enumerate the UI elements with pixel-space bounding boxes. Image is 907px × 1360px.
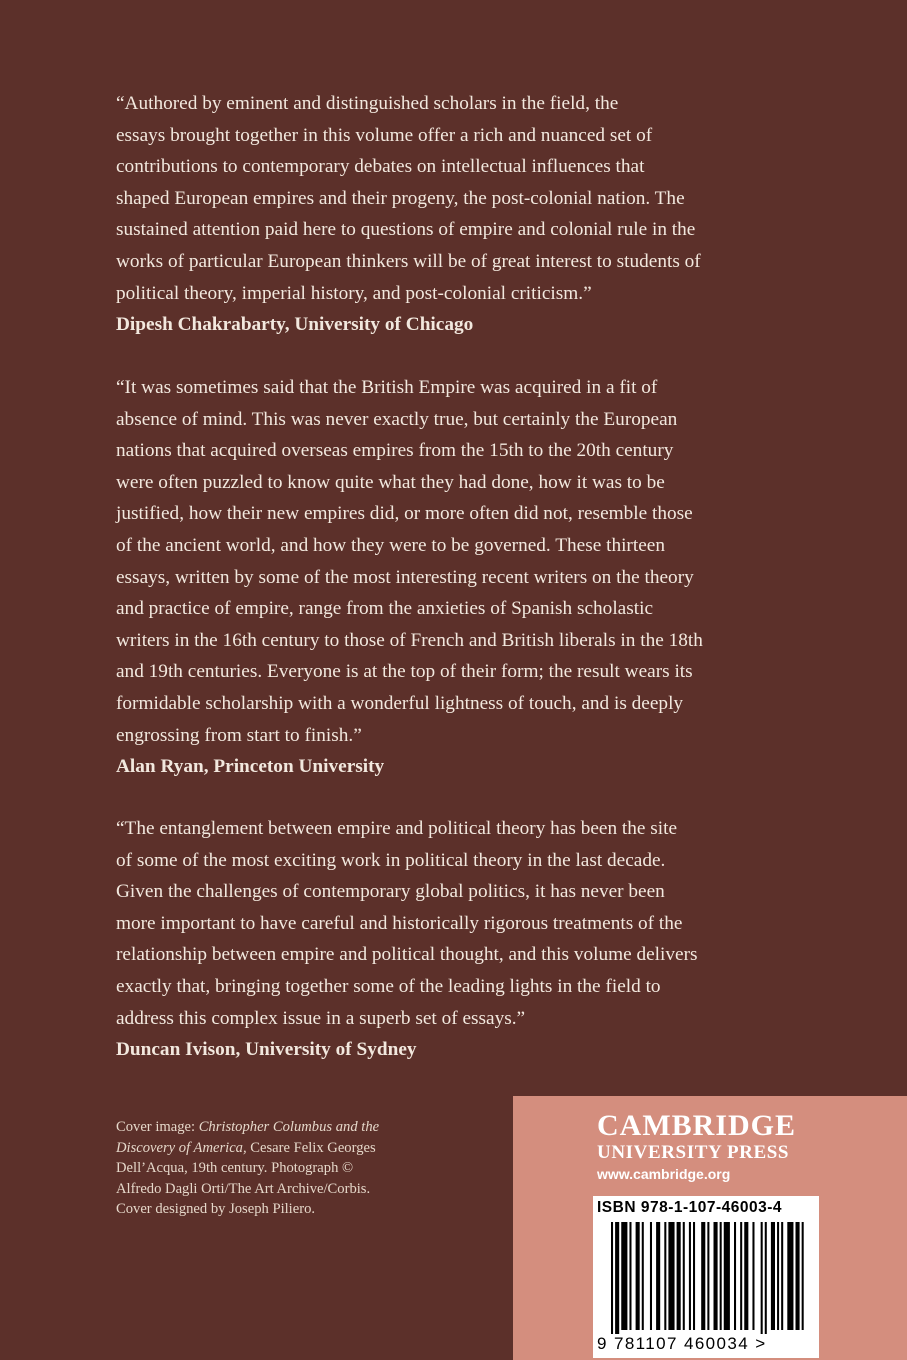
quote-line: nations that acquired overseas empires from the 15th to the 20th century: [116, 440, 674, 462]
publisher-subtitle: UNIVERSITY PRESS: [597, 1142, 790, 1163]
quote-line: shaped European empires and their progeny, the post-colonial nation. The: [116, 187, 685, 209]
quote-line: essays brought together in this volume offer a rich and nuanced set of: [116, 124, 653, 146]
barcode-bar: [656, 1222, 660, 1330]
barcode-bar: [740, 1222, 742, 1330]
barcode-bar: [714, 1222, 718, 1330]
quote-line: relationship between empire and political thought, and this volume delivers: [116, 944, 698, 966]
barcode-bar: [683, 1222, 685, 1330]
publisher-name: CAMBRIDGE: [597, 1109, 797, 1142]
barcode-bar: [701, 1222, 705, 1330]
barcode-bar: [765, 1222, 767, 1334]
quote-line: essays, written by some of the most interesting recent writers on the theory: [116, 566, 694, 588]
cover-credits: [116, 1117, 446, 1220]
quote-attribution: Alan Ryan, Princeton University: [116, 756, 385, 778]
credits-prefix: Cover image:: [116, 1119, 199, 1135]
quote-line: and practice of empire, range from the anxieties of Spanish scholastic: [116, 598, 654, 620]
quote-line: address this complex issue in a superb set of essays.”: [116, 1007, 526, 1029]
barcode-bar: [796, 1222, 800, 1330]
publisher-panel: [513, 1096, 907, 1360]
credits-designer: Cover designed by Joseph Piliero.: [116, 1201, 316, 1218]
quote-line: Given the challenges of contemporary global politics, it has never been: [116, 881, 665, 903]
quote-line: “It was sometimes said that the British Empire was acquired in a fit of: [116, 377, 658, 398]
barcode-bar: [752, 1222, 754, 1330]
barcode-bar: [707, 1222, 709, 1330]
quote-line: more important to have careful and historically rigorous treatments of the: [116, 912, 683, 934]
quote-line: works of particular European thinkers will be of great interest to students of: [116, 250, 701, 272]
quote-line: of the ancient world, and how they were to be governed. These thirteen: [116, 534, 665, 556]
barcode-bar: [771, 1222, 775, 1330]
quote-attribution: Dipesh Chakrabarty, University of Chicago: [116, 314, 474, 336]
quote-line: writers in the 16th century to those of French and British liberals in the 18th: [116, 629, 703, 651]
credits-title-part1: Christopher Columbus and the: [198, 1119, 380, 1135]
barcode: [593, 1196, 819, 1358]
barcode-bar: [615, 1222, 619, 1334]
credits-line: Alfredo Dagli Orti/The Art Archive/Corbis.: [116, 1180, 371, 1197]
barcode-bar: [777, 1222, 779, 1330]
barcode-bar: [689, 1222, 691, 1330]
barcode-bar: [611, 1222, 613, 1334]
quote-ivison: [116, 813, 836, 1066]
barcode-digits: 9 781107 460034 >: [597, 1334, 767, 1353]
quote-line: formidable scholarship with a wonderful lightness of touch, and is deeply: [116, 692, 684, 714]
barcode-bar: [677, 1222, 681, 1330]
barcode-bar: [724, 1222, 730, 1330]
barcode-bar: [636, 1222, 640, 1330]
barcode-bar: [642, 1222, 644, 1330]
quote-line: engrossing from start to finish.”: [116, 724, 362, 746]
barcode-bar: [744, 1222, 748, 1330]
barcode-bar: [787, 1222, 793, 1330]
quote-line: justified, how their new empires did, or more often did not, resemble those: [116, 503, 693, 525]
barcode-bar: [761, 1222, 763, 1334]
barcode-bar: [802, 1222, 804, 1330]
quote-line: contributions to contemporary debates on intellectual influences that: [116, 156, 645, 178]
quote-line: “Authored by eminent and distinguished scholars in the field, the: [116, 93, 619, 114]
credits-title-part2: Discovery of America,: [116, 1139, 247, 1156]
publisher-url: www.cambridge.org: [597, 1166, 731, 1182]
quote-line: and 19th centuries. Everyone is at the top of their form; the result wears its: [116, 661, 693, 683]
quote-line: sustained attention paid here to questions of empire and colonial rule in the: [116, 219, 696, 241]
quote-chakrabarty: [116, 88, 836, 341]
quote-line: exactly that, bringing together some of the leading lights in the field to: [116, 975, 661, 997]
quote-line: absence of mind. This was never exactly true, but certainly the European: [116, 408, 678, 430]
barcode-bar: [781, 1222, 783, 1330]
isbn-label: ISBN 978-1-107-46003-4: [597, 1199, 783, 1216]
credits-line: Dell’Acqua, 19th century. Photograph ©: [116, 1160, 354, 1177]
quote-attribution: Duncan Ivison, University of Sydney: [116, 1039, 417, 1061]
barcode-bar: [629, 1222, 631, 1330]
barcode-bar: [664, 1222, 666, 1330]
quote-ryan: [116, 372, 836, 783]
credits-artist: Cesare Felix Georges: [246, 1139, 376, 1156]
barcode-bar: [668, 1222, 674, 1330]
quote-line: political theory, imperial history, and post-colonial criticism.”: [116, 282, 592, 304]
barcode-bar: [720, 1222, 722, 1330]
barcode-bar: [621, 1222, 627, 1330]
barcode-bar: [650, 1222, 652, 1330]
quote-line: of some of the most exciting work in political theory in the last decade.: [116, 849, 666, 871]
barcode-bar: [734, 1222, 736, 1330]
barcode-bar: [693, 1222, 695, 1330]
quote-line: were often puzzled to know quite what they had done, how it was to be: [116, 471, 665, 493]
quote-line: “The entanglement between empire and political theory has been the site: [116, 818, 678, 839]
